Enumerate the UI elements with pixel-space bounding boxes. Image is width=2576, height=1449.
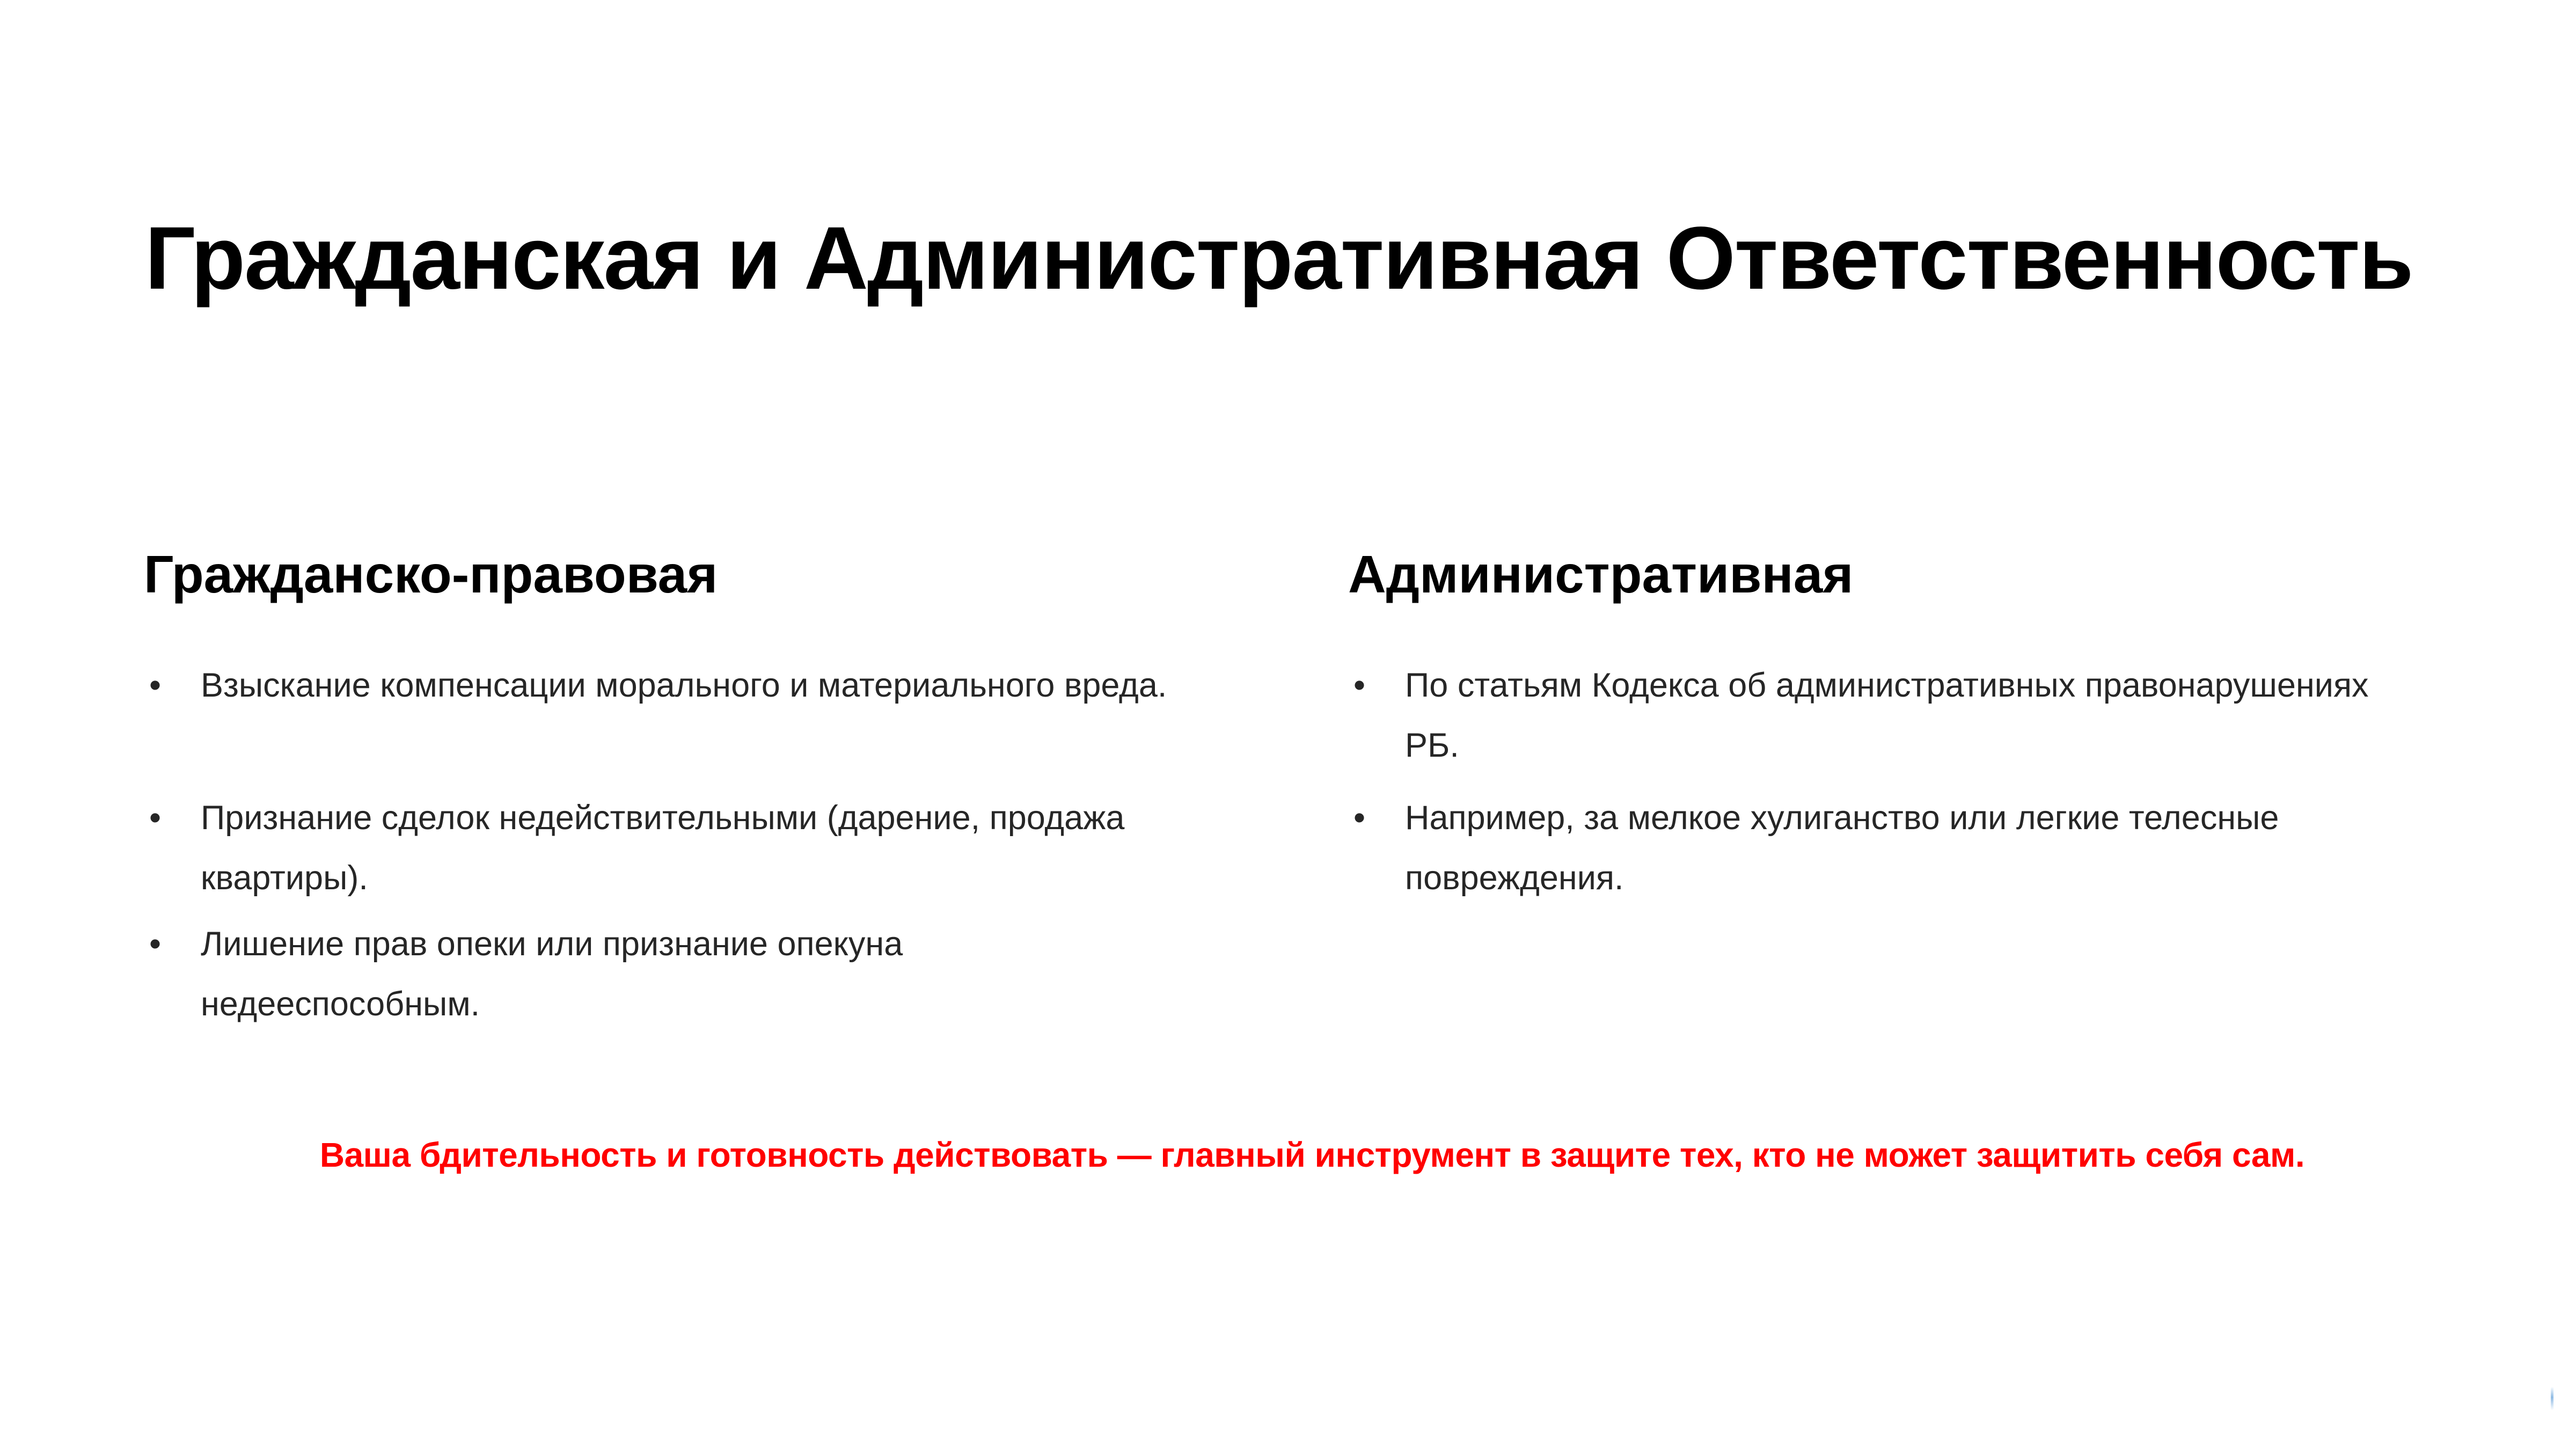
slide-title: Гражданская и Административная Ответственность [145,209,2413,308]
list-item [144,655,1167,715]
bullet-icon: • [149,799,162,837]
bullet-icon: • [1353,667,1366,704]
list-item-text: повреждения. [1405,859,1624,897]
list-item-text: РБ. [1405,727,1459,764]
artifact-mark [2551,1387,2553,1410]
bullet-icon: • [1353,799,1366,837]
list-item-text: квартиры). [201,859,368,897]
column-administrative-list [1348,655,2369,908]
list-item-text: Лишение прав опеки или признание опекуна [201,925,903,963]
column-civil-list [144,655,1167,1034]
list-item-text: Например, за мелкое хулиганство или легкие телесные [1405,799,2279,837]
list-item [144,914,1167,1034]
list-item-text: недееспособным. [201,985,480,1023]
bullet-icon: • [149,925,162,963]
list-item [1348,788,2369,908]
list-item [1348,655,2369,775]
footer-note: Ваша бдительность и готовность действовать — главный инструмент в защите тех, кто не может защитить себя сам. [319,1136,2305,1174]
column-administrative-liability [1348,545,2550,897]
column-civil-liability [144,545,1314,1023]
list-item-text: Признание сделок недействительными (дарение, продажа [201,799,1125,837]
list-item [144,788,1167,908]
bullet-icon: • [149,667,162,704]
list-item-text: По статьям Кодекса об административных правонарушениях [1405,667,2369,704]
list-item-text: Взыскание компенсации морального и материального вреда. [201,667,1167,704]
column-administrative-heading: Административная [1348,545,1854,604]
column-civil-heading: Гражданско-правовая [144,545,718,604]
